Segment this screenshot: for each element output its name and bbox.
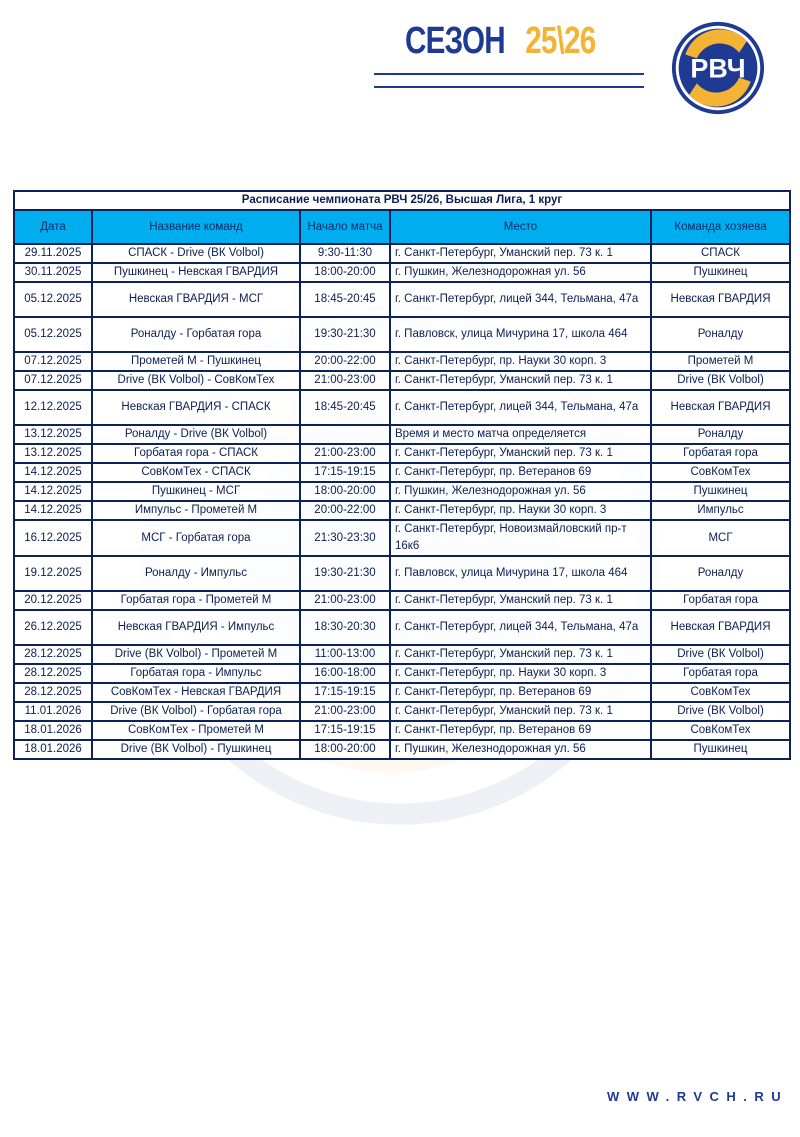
column-header-host-team: Команда хозяева [651,210,790,244]
cell-place: г. Санкт-Петербург, лицей 344, Тельмана, 47а [390,390,651,425]
cell-date: 14.12.2025 [14,463,92,482]
table-row [14,317,790,352]
cell-place: г. Пушкин, Железнодорожная ул. 56 [390,740,651,759]
cell-start-time: 18:00-20:00 [300,263,390,282]
cell-teams: Роналду - Drive (ВК Volbol) [92,425,300,444]
cell-start-time: 18:45-20:45 [300,390,390,425]
header-divider-top [374,73,644,75]
cell-teams: Роналду - Импульс [92,556,300,591]
cell-place: г. Санкт-Петербург, Уманский пер. 73 к. 1 [390,444,651,463]
column-header-date: Дата [14,210,92,244]
cell-host-team: СовКомТех [651,683,790,702]
cell-place: г. Санкт-Петербург, пр. Науки 30 корп. 3 [390,501,651,520]
cell-date: 05.12.2025 [14,282,92,317]
brand-header [0,0,800,130]
cell-date: 20.12.2025 [14,591,92,610]
cell-teams: Пушкинец - Невская ГВАРДИЯ [92,263,300,282]
table-row [14,721,790,740]
cell-start-time: 11:00-13:00 [300,645,390,664]
table-row [14,352,790,371]
column-header-start-time: Начало матча [300,210,390,244]
column-header-teams: Название команд [92,210,300,244]
cell-start-time: 21:00-23:00 [300,591,390,610]
cell-teams: СовКомТех - Прометей М [92,721,300,740]
cell-host-team: Пушкинец [651,740,790,759]
cell-place: г. Санкт-Петербург, пр. Науки 30 корп. 3 [390,352,651,371]
cell-place: г. Пушкин, Железнодорожная ул. 56 [390,263,651,282]
cell-host-team: Импульс [651,501,790,520]
cell-date: 16.12.2025 [14,520,92,556]
cell-date: 11.01.2026 [14,702,92,721]
cell-start-time: 20:00-22:00 [300,501,390,520]
cell-teams: Прометей М - Пушкинец [92,352,300,371]
cell-place: г. Санкт-Петербург, лицей 344, Тельмана, 47а [390,282,651,317]
cell-host-team: Горбатая гора [651,664,790,683]
cell-date: 29.11.2025 [14,244,92,263]
table-row [14,244,790,263]
cell-start-time: 21:00-23:00 [300,702,390,721]
cell-teams: СПАСК - Drive (ВК Volbol) [92,244,300,263]
cell-host-team: Роналду [651,317,790,352]
cell-date: 19.12.2025 [14,556,92,591]
cell-start-time: 18:45-20:45 [300,282,390,317]
cell-place: г. Санкт-Петербург, пр. Ветеранов 69 [390,463,651,482]
cell-teams: Drive (ВК Volbol) - Пушкинец [92,740,300,759]
cell-place: г. Санкт-Петербург, лицей 344, Тельмана, 47а [390,610,651,645]
cell-start-time: 17:15-19:15 [300,683,390,702]
table-row [14,425,790,444]
cell-host-team: Невская ГВАРДИЯ [651,282,790,317]
cell-teams: Горбатая гора - СПАСК [92,444,300,463]
season-word: СЕЗОН [405,20,505,62]
cell-date: 26.12.2025 [14,610,92,645]
cell-date: 14.12.2025 [14,501,92,520]
cell-host-team: Прометей М [651,352,790,371]
cell-teams: Пушкинец - МСГ [92,482,300,501]
table-row [14,482,790,501]
cell-place: г. Пушкин, Железнодорожная ул. 56 [390,482,651,501]
cell-start-time: 20:00-22:00 [300,352,390,371]
cell-teams: Невская ГВАРДИЯ - СПАСК [92,390,300,425]
table-row [14,463,790,482]
cell-teams: Drive (ВК Volbol) - СовКомТех [92,371,300,390]
header-divider-bottom [374,86,644,88]
cell-host-team: СПАСК [651,244,790,263]
cell-host-team: МСГ [651,520,790,556]
cell-teams: Невская ГВАРДИЯ - Импульс [92,610,300,645]
cell-teams: Горбатая гора - Прометей М [92,591,300,610]
cell-start-time [300,425,390,444]
table-row [14,683,790,702]
cell-host-team: Пушкинец [651,263,790,282]
cell-start-time: 18:00-20:00 [300,482,390,501]
cell-teams: Drive (ВК Volbol) - Прометей М [92,645,300,664]
cell-teams: МСГ - Горбатая гора [92,520,300,556]
cell-start-time: 18:00-20:00 [300,740,390,759]
cell-place: г. Павловск, улица Мичурина 17, школа 464 [390,556,651,591]
table-row [14,390,790,425]
cell-host-team: Горбатая гора [651,444,790,463]
cell-start-time: 17:15-19:15 [300,721,390,740]
cell-start-time: 21:00-23:00 [300,371,390,390]
season-years: 25\26 [525,20,596,62]
table-row [14,501,790,520]
cell-place: г. Павловск, улица Мичурина 17, школа 464 [390,317,651,352]
cell-host-team: Невская ГВАРДИЯ [651,610,790,645]
cell-place: Время и место матча определяется [390,425,651,444]
cell-teams: Горбатая гора - Импульс [92,664,300,683]
cell-date: 07.12.2025 [14,352,92,371]
cell-start-time: 21:00-23:00 [300,444,390,463]
cell-place: г. Санкт-Петербург, пр. Науки 30 корп. 3 [390,664,651,683]
schedule-table [13,190,791,760]
cell-date: 30.11.2025 [14,263,92,282]
table-row [14,371,790,390]
cell-teams: СовКомТех - Невская ГВАРДИЯ [92,683,300,702]
cell-date: 13.12.2025 [14,444,92,463]
cell-teams: Невская ГВАРДИЯ - МСГ [92,282,300,317]
cell-start-time: 9:30-11:30 [300,244,390,263]
cell-date: 18.01.2026 [14,740,92,759]
cell-teams: СовКомТех - СПАСК [92,463,300,482]
table-row [14,520,790,556]
table-row [14,610,790,645]
cell-date: 14.12.2025 [14,482,92,501]
table-row [14,664,790,683]
table-row [14,263,790,282]
cell-teams: Drive (ВК Volbol) - Горбатая гора [92,702,300,721]
cell-date: 12.12.2025 [14,390,92,425]
cell-host-team: Пушкинец [651,482,790,501]
table-body [14,244,790,759]
table-row [14,282,790,317]
table-row [14,591,790,610]
cell-host-team: Drive (ВК Volbol) [651,645,790,664]
cell-date: 18.01.2026 [14,721,92,740]
table-row [14,556,790,591]
cell-teams: Импульс - Прометей М [92,501,300,520]
cell-date: 28.12.2025 [14,683,92,702]
cell-host-team: Невская ГВАРДИЯ [651,390,790,425]
cell-place: г. Санкт-Петербург, Уманский пер. 73 к. 1 [390,645,651,664]
cell-start-time: 19:30-21:30 [300,556,390,591]
cell-start-time: 21:30-23:30 [300,520,390,556]
season-title [405,20,595,63]
table-row [14,702,790,721]
cell-date: 28.12.2025 [14,664,92,683]
column-header-place: Место [390,210,651,244]
cell-start-time: 16:00-18:00 [300,664,390,683]
cell-place: г. Санкт-Петербург, пр. Ветеранов 69 [390,683,651,702]
cell-date: 28.12.2025 [14,645,92,664]
table-row [14,444,790,463]
cell-teams: Роналду - Горбатая гора [92,317,300,352]
cell-host-team: СовКомТех [651,721,790,740]
table-row [14,645,790,664]
schedule-table-wrapper [13,190,789,760]
cell-host-team: Роналду [651,556,790,591]
cell-start-time: 17:15-19:15 [300,463,390,482]
table-title: Расписание чемпионата РВЧ 25/26, Высшая Лига, 1 круг [14,191,790,210]
cell-place: г. Санкт-Петербург, Уманский пер. 73 к. 1 [390,702,651,721]
cell-place: г. Санкт-Петербург, Уманский пер. 73 к. 1 [390,244,651,263]
rvch-logo [670,20,766,116]
cell-host-team: Drive (ВК Volbol) [651,371,790,390]
cell-host-team: Горбатая гора [651,591,790,610]
cell-date: 07.12.2025 [14,371,92,390]
cell-date: 13.12.2025 [14,425,92,444]
table-row [14,740,790,759]
cell-host-team: СовКомТех [651,463,790,482]
website-url: WWW.RVCH.RU [607,1089,789,1104]
cell-host-team: Drive (ВК Volbol) [651,702,790,721]
cell-place: г. Санкт-Петербург, Уманский пер. 73 к. 1 [390,371,651,390]
cell-host-team: Роналду [651,425,790,444]
cell-date: 05.12.2025 [14,317,92,352]
cell-place: г. Санкт-Петербург, Уманский пер. 73 к. 1 [390,591,651,610]
logo-text: РВЧ [690,53,746,84]
cell-place: г. Санкт-Петербург, пр. Ветеранов 69 [390,721,651,740]
cell-start-time: 18:30-20:30 [300,610,390,645]
cell-start-time: 19:30-21:30 [300,317,390,352]
cell-place: г. Санкт-Петербург, Новоизмайловский пр-т 16к6 [390,520,651,556]
